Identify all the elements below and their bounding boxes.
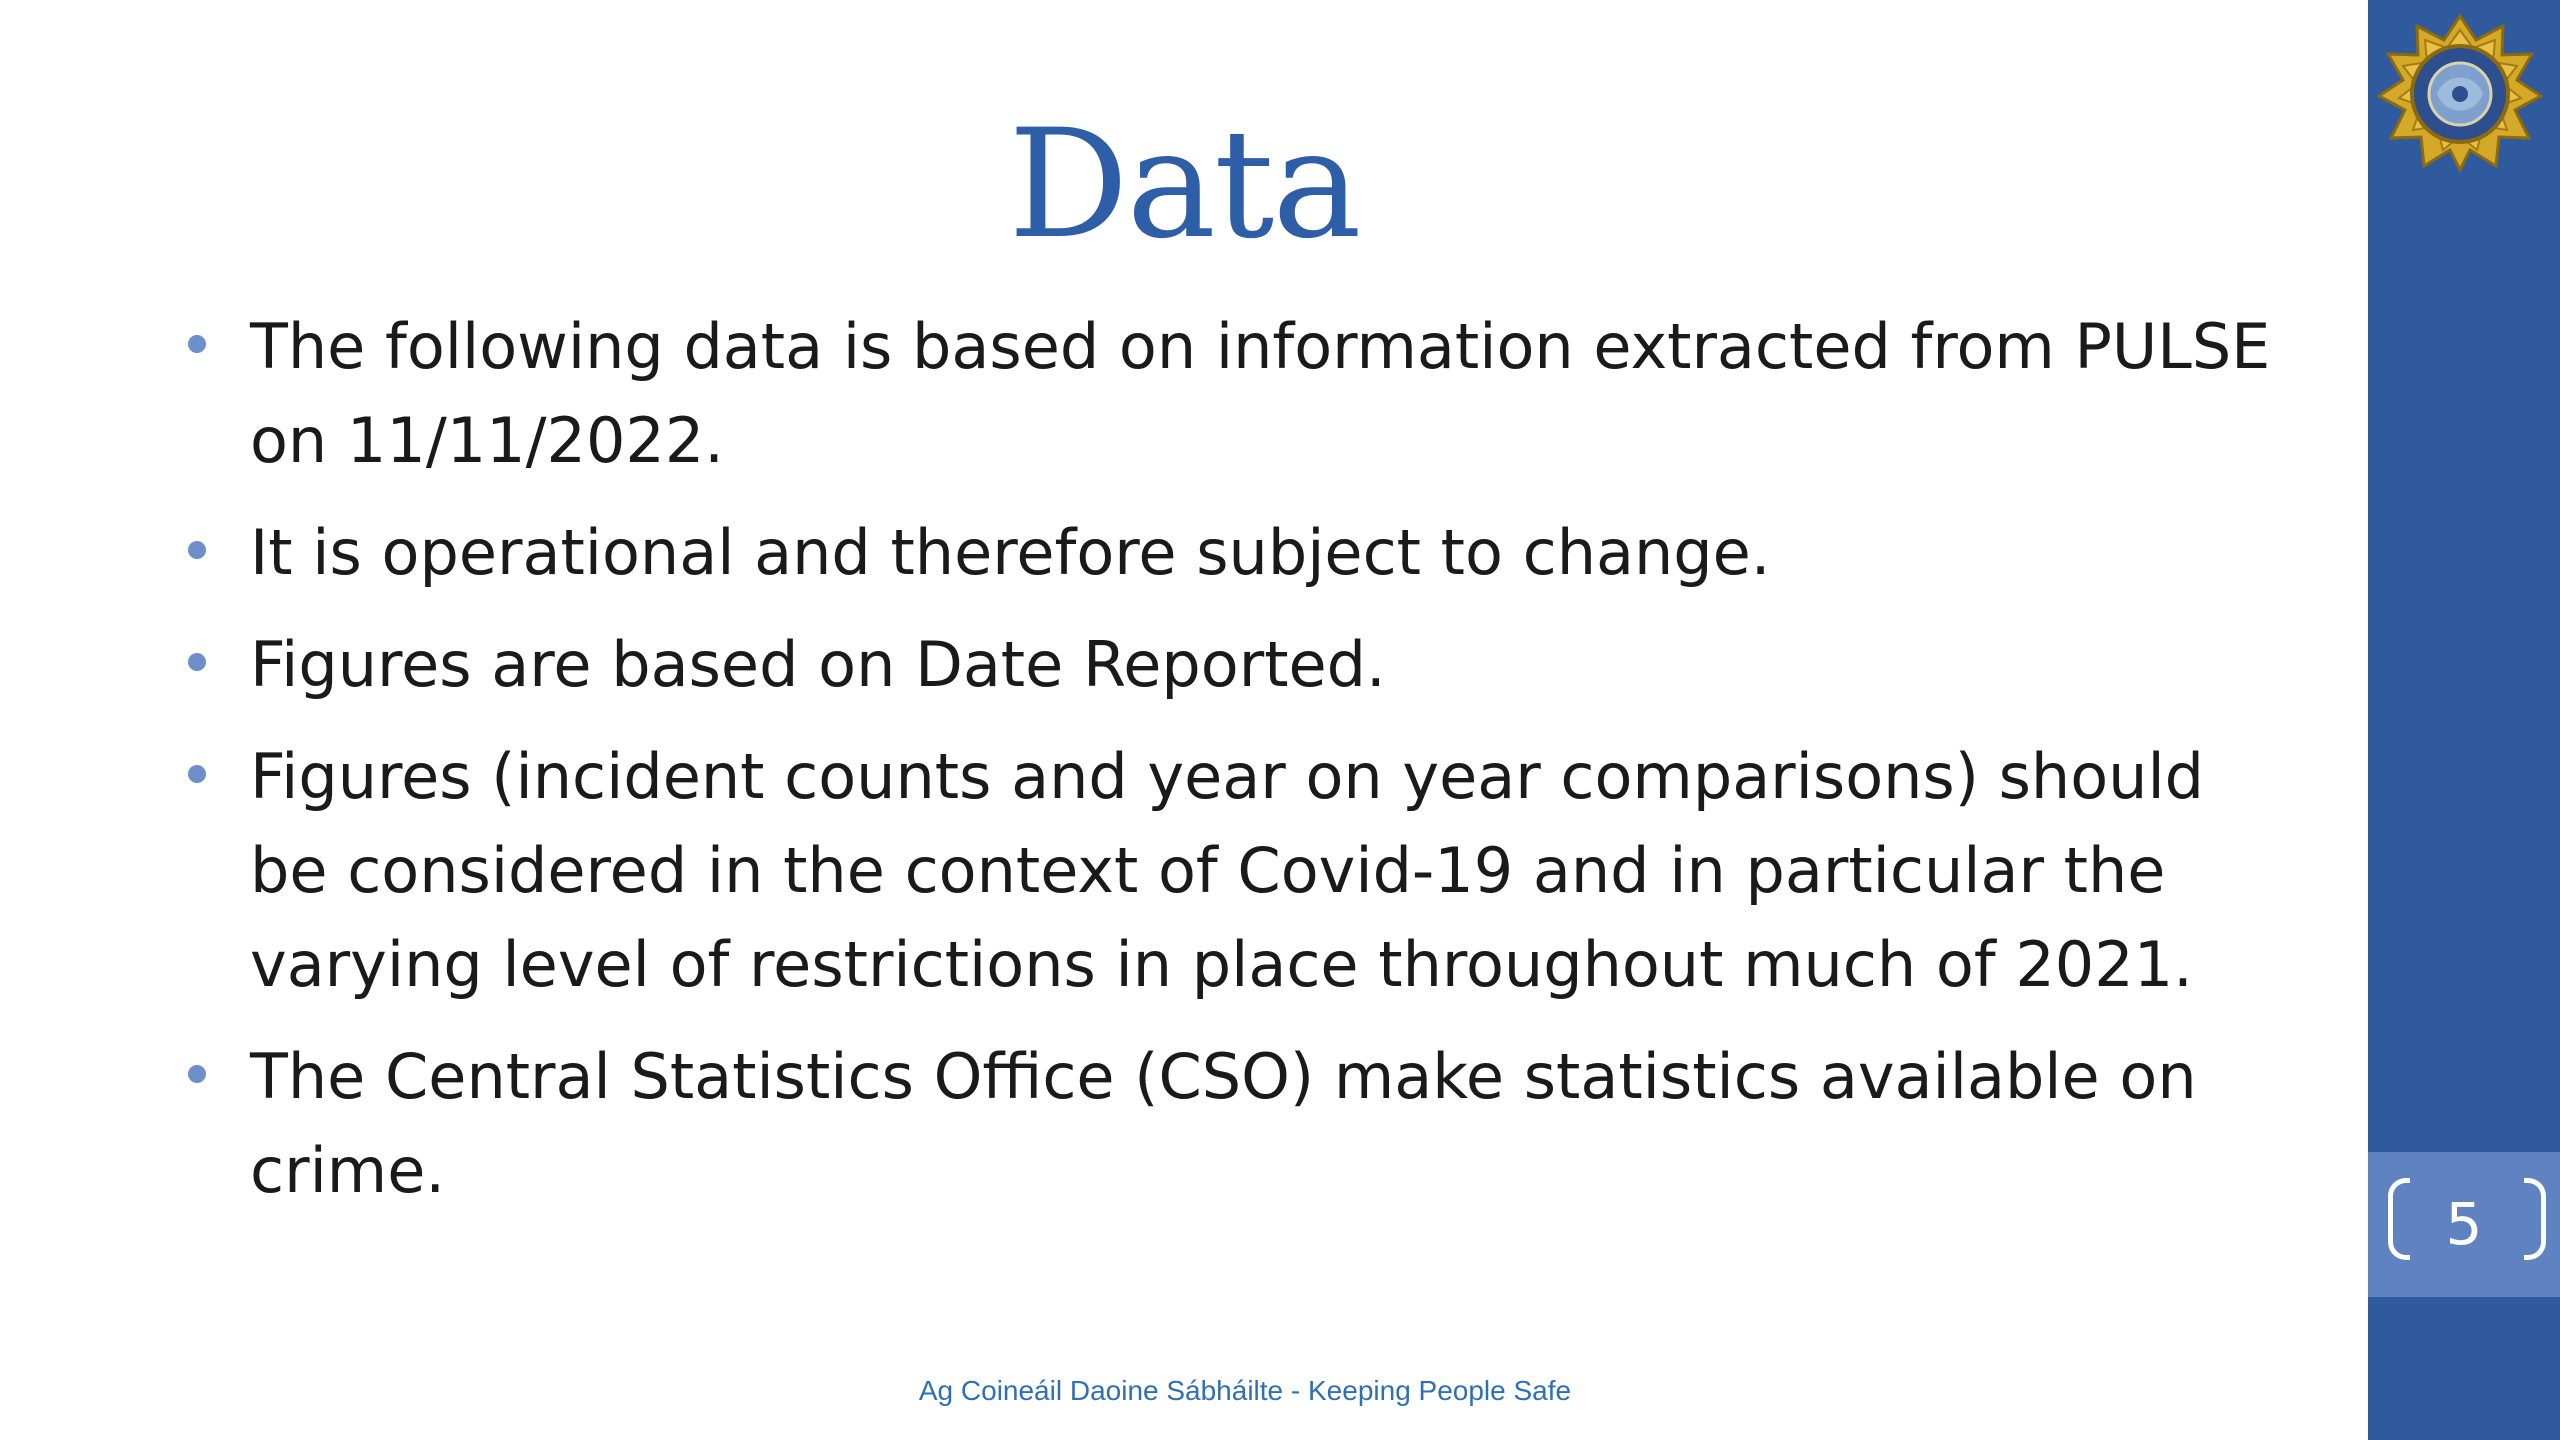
bullet-text: Figures (incident counts and year on year comparisons) should be considered in the context of Covid-19 and in particular the varying level of restrictions in place throughout much of 2021. [250,740,2205,1001]
bullet-marker-icon [188,541,206,559]
garda-crest-icon [2375,12,2545,172]
bullet-item [180,506,2290,600]
footer-slogan: Ag Coineáil Daoine Sábháilte - Keeping People Safe [918,1375,1572,1406]
bullet-text: The following data is based on information extracted from PULSE on 11/11/2022. [250,310,2271,477]
page-number-box [2368,1152,2560,1297]
bullet-item [180,1030,2290,1218]
bullet-item [180,300,2290,488]
bullet-text: Figures are based on Date Reported. [250,628,1386,701]
bullet-marker-icon [188,765,206,783]
bullet-text: The Central Statistics Office (CSO) make statistics available on crime. [250,1040,2197,1207]
bullet-item [180,730,2290,1012]
page-number: 5 [2445,1190,2483,1258]
bullet-text: It is operational and therefore subject to change. [250,516,1771,589]
bullet-list [180,300,2290,1236]
bullet-marker-icon [188,335,206,353]
slide-title: Data [1008,98,1360,272]
bullet-marker-icon [188,653,206,671]
bullet-marker-icon [188,1065,206,1083]
bullet-item [180,618,2290,712]
